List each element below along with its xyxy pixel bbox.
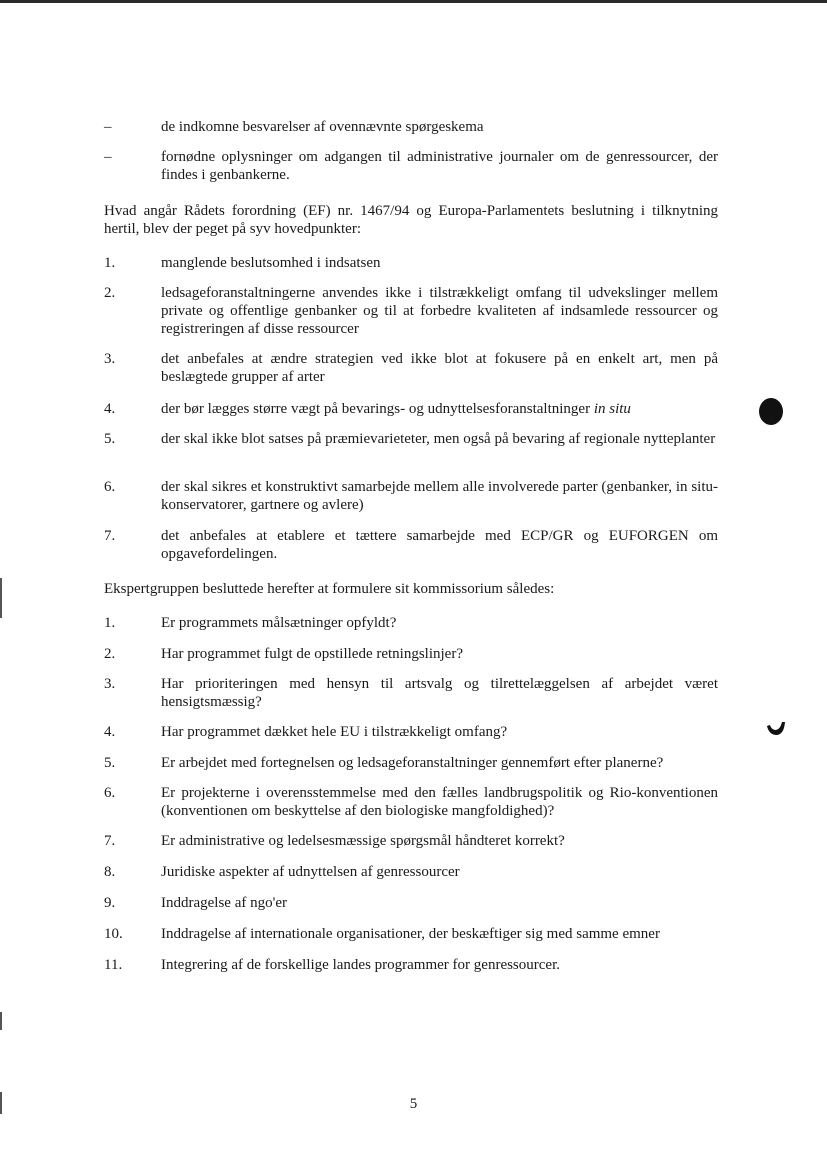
question-text: Er projekterne i overensstemmelse med den fælles landbrugspolitik og Rio-konventionen (konventionen om beskyttelse af den biologiske mangfoldighed)? [161, 785, 718, 819]
question-item [104, 894, 718, 912]
page-number: 5 [409, 1096, 418, 1112]
point-text: manglende beslutsomhed i indsatsen [161, 255, 381, 271]
question-number: 4. [104, 724, 116, 740]
point-number: 7. [104, 528, 116, 544]
point-text-main: der bør lægges større vægt på bevarings- og udnyttelsesforanstaltninger [161, 401, 591, 417]
point-item [104, 350, 718, 386]
question-item [104, 956, 718, 974]
point-number: 6. [104, 479, 116, 495]
scan-margin-mark [0, 1012, 2, 1030]
question-item [104, 863, 718, 881]
question-number: 1. [104, 615, 116, 631]
point-item [104, 527, 718, 563]
bullet-mark: – [104, 149, 112, 165]
point-number: 2. [104, 285, 116, 301]
scan-margin-mark [0, 578, 2, 618]
question-text: Er programmets målsætninger opfyldt? [161, 615, 397, 631]
point-text [161, 400, 718, 418]
point-number: 4. [104, 401, 116, 417]
bullet-text: de indkomne besvarelser af ovennævnte spørgeskema [161, 119, 484, 135]
point-text: der skal ikke blot satses på præmievarieteter, men også på bevaring af regionale nytteplanter [161, 431, 716, 447]
question-text: Inddragelse af ngo'er [161, 895, 287, 911]
point-text: ledsageforanstaltningerne anvendes ikke i tilstrækkeligt omfang til udvekslinger mellem private og offentlige genbanker og til at forbedre kvaliteten af indsamlede ressourcer og registreringen af disse ressourcer [161, 285, 718, 337]
question-number: 8. [104, 864, 116, 880]
question-text: Er administrative og ledelsesmæssige spørgsmål håndteret korrekt? [161, 833, 565, 849]
question-item [104, 832, 718, 850]
question-number: 6. [104, 785, 116, 801]
question-item [104, 645, 718, 663]
question-text: Inddragelse af internationale organisationer, der beskæftiger sig med samme emner [161, 926, 660, 942]
question-text: Juridiske aspekter af udnyttelsen af genressourcer [161, 864, 460, 880]
point-item [104, 400, 718, 418]
bullet-item [104, 148, 718, 184]
question-item [104, 675, 718, 711]
point-item [104, 430, 718, 448]
scan-top-border [0, 0, 827, 3]
point-text: det anbefales at etablere et tættere samarbejde med ECP/GR og EUFORGEN om opgavefordelingen. [161, 528, 718, 562]
question-item [104, 784, 718, 820]
scan-ink-spot [759, 398, 783, 425]
question-number: 10. [104, 926, 123, 942]
question-number: 2. [104, 646, 116, 662]
question-item [104, 754, 718, 772]
bullet-mark: – [104, 119, 112, 135]
bullet-item [104, 118, 718, 136]
question-text: Har programmet fulgt de opstillede retningslinjer? [161, 646, 463, 662]
bullet-text: fornødne oplysninger om adgangen til administrative journaler om de genressourcer, der findes i genbankerne. [161, 149, 718, 183]
point-item [104, 478, 718, 514]
question-number: 5. [104, 755, 116, 771]
question-text: Er arbejdet med fortegnelsen og ledsageforanstaltninger gennemført efter planerne? [161, 755, 664, 771]
scan-ink-mark [765, 719, 787, 737]
point-text-italic: in situ [593, 401, 631, 417]
point-number: 5. [104, 431, 116, 447]
point-text: der skal sikres et konstruktivt samarbejde mellem alle involverede parter (genbanker, in situ-konservatorer, gartnere og avlere) [161, 479, 718, 513]
question-item [104, 925, 718, 943]
mandate-intro: Ekspertgruppen besluttede herefter at formulere sit kommissorium således: [104, 581, 555, 597]
point-text: det anbefales at ændre strategien ved ikke blot at fokusere på en enkelt art, men på beslægtede grupper af arter [161, 351, 718, 385]
point-number: 1. [104, 255, 116, 271]
point-item [104, 284, 718, 338]
question-number: 7. [104, 833, 116, 849]
question-number: 3. [104, 676, 116, 692]
question-text: Har prioriteringen med hensyn til artsvalg og tilrettelæggelsen af arbejdet været hensigtsmæssig? [161, 676, 718, 710]
intro-paragraph: Hvad angår Rådets forordning (EF) nr. 1467/94 og Europa-Parlamentets beslutning i tilknytning hertil, blev der peget på syv hovedpunkter: [104, 203, 718, 237]
question-text: Integrering af de forskellige landes programmer for genressourcer. [161, 957, 561, 973]
point-number: 3. [104, 351, 116, 367]
question-item [104, 614, 718, 632]
question-text: Har programmet dækket hele EU i tilstrækkeligt omfang? [161, 724, 508, 740]
question-number: 11. [104, 957, 123, 973]
point-item [104, 254, 718, 272]
question-item [104, 723, 718, 741]
question-number: 9. [104, 895, 116, 911]
